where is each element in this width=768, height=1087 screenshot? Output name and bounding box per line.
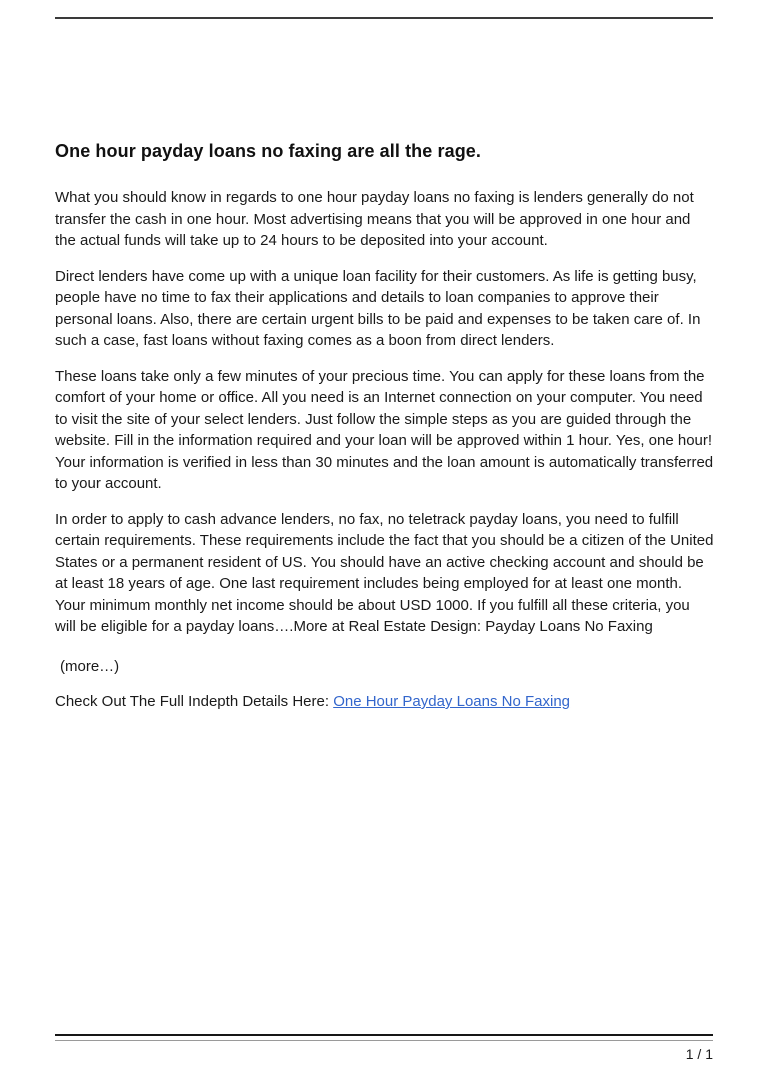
more-label: (more…) (60, 657, 120, 675)
payday-loans-link[interactable]: One Hour Payday Loans No Faxing (333, 693, 571, 710)
paragraph-1: What you should know in regards to one hour payday loans no faxing is lenders generally do not transfer the cash in one hour. Most advertising means that you will be approved in one hour and the actual funds will take up to 24 hours to be deposited into your account. (55, 189, 694, 249)
cta-line (55, 691, 714, 713)
paragraph-4: In order to apply to cash advance lenders, no fax, no teletrack payday loans, you need to fulfill certain requirements. These requirements include the fact that you should be a citizen of the United States or a permanent resident of US. You should have an active checking account and should be at least 18 years of age. One last requirement includes being employed for at least one month. Your minimum monthly net income should be about USD 1000. If you fulfill all these criteria, you will be eligible for a payday loans….More at Real Estate Design: Payday Loans No Faxing (55, 510, 714, 635)
document-body (55, 140, 714, 713)
paragraph-2: Direct lenders have come up with a unique loan facility for their customers. As life is getting busy, people have no time to fax their applications and details to loan companies to approve their personal loans. Also, there are certain urgent bills to be paid and expenses to be taken care of. In such a case, fast loans without faxing comes as a boon from direct lenders. (55, 267, 701, 349)
cta-prefix-text: Check Out The Full Indepth Details Here: (55, 693, 334, 710)
page-title: One hour payday loans no faxing are all the rage. (55, 141, 482, 161)
page-footer (55, 1034, 713, 1087)
top-rule (55, 17, 713, 19)
footer-rule-thin (55, 1040, 713, 1041)
footer-rule-thick (55, 1034, 713, 1036)
page-number: 1 / 1 (685, 1046, 713, 1062)
paragraph-3: These loans take only a few minutes of your precious time. You can apply for these loans from the comfort of your home or office. All you need is an Internet connection on your computer. You need to visit the site of your select lenders. Just follow the simple steps as you are guided through the website. Fill in the information required and your loan will be approved within 1 hour. Yes, one hour! Your information is verified in less than 30 minutes and the loan amount is automatically transferred to your account. (55, 367, 714, 492)
